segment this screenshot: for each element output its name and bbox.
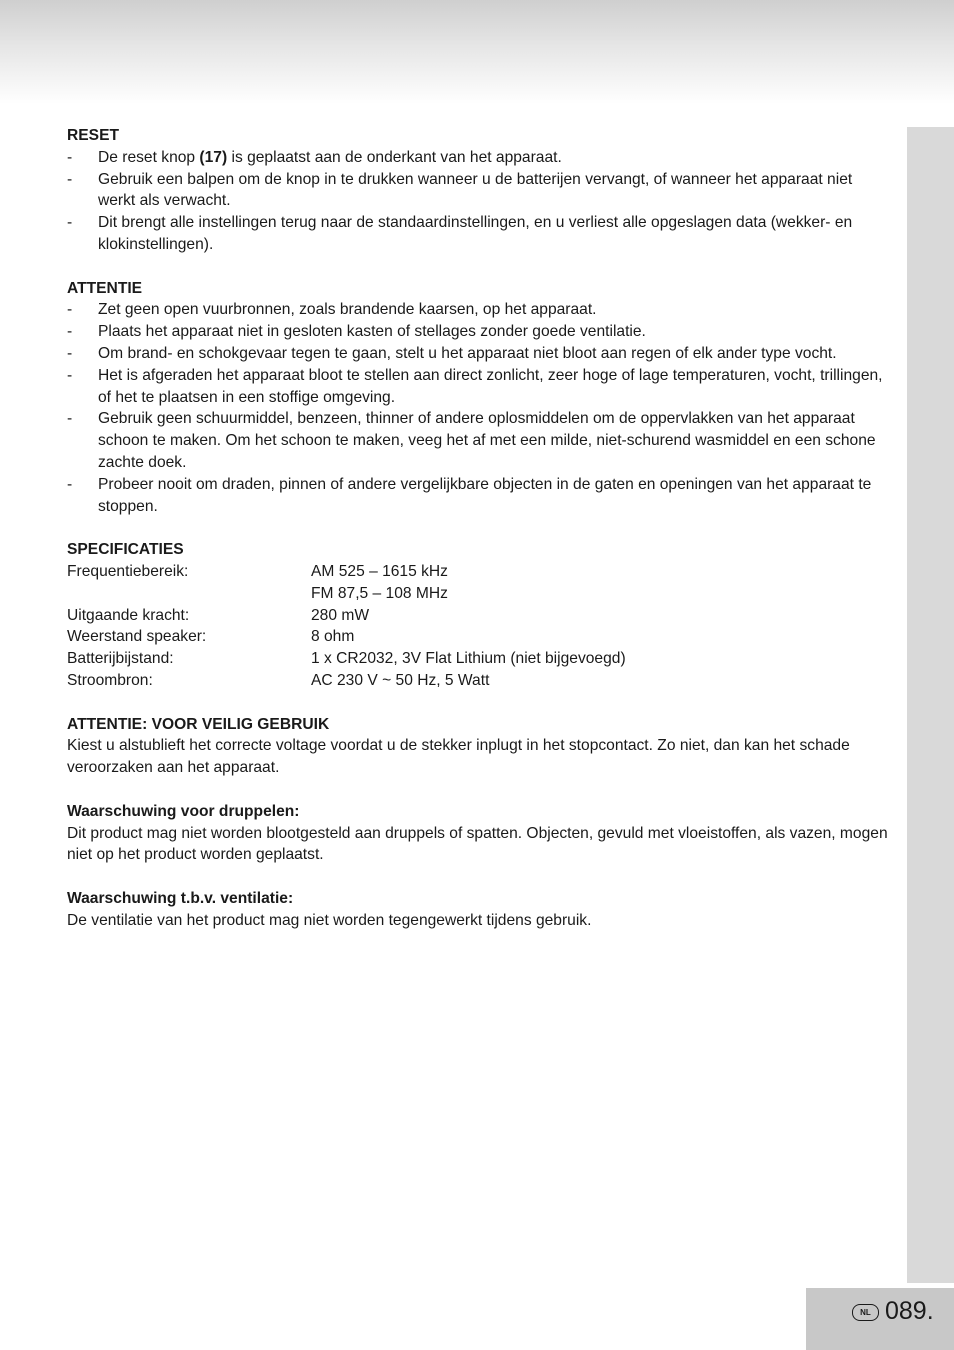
spec-label: Frequentiebereik: [67, 562, 189, 580]
attentie-section [67, 278, 891, 518]
spec-label: Stroombron: [67, 671, 153, 689]
reset-heading: RESET [67, 127, 119, 144]
druppelen-section [67, 801, 891, 866]
reset-list [67, 147, 891, 256]
spec-value: 280 mW [311, 606, 370, 624]
reference-number: (17) [199, 148, 228, 166]
spec-row [67, 626, 891, 648]
attentie-heading: ATTENTIE [67, 279, 143, 297]
attentie-list [67, 299, 891, 517]
page-content [67, 125, 891, 953]
spec-row [67, 605, 891, 627]
spec-value: 8 ohm [311, 628, 355, 646]
spec-row [67, 648, 891, 670]
page-number: 089. [885, 1297, 934, 1325]
veilig-heading: ATTENTIE: VOOR VEILIG GEBRUIK [67, 715, 330, 733]
spec-label [67, 583, 311, 605]
list-item: - Zet geen open vuurbronnen, zoals brandende kaarsen, op het apparaat. [67, 299, 891, 321]
spec-value: AC 230 V ~ 50 Hz, 5 Watt [311, 671, 490, 689]
ventilatie-heading: Waarschuwing t.b.v. ventilatie: [67, 889, 294, 907]
specificaties-section [67, 539, 891, 692]
header-band [0, 0, 954, 104]
druppelen-heading: Waarschuwing voor druppelen: [67, 802, 300, 820]
list-item: - Om brand- en schokgevaar tegen te gaan, stelt u het apparaat niet bloot aan regen of elk ander type vocht. [67, 343, 891, 365]
specificaties-heading: SPECIFICATIES [67, 541, 184, 559]
spec-value: FM 87,5 – 108 MHz [311, 584, 448, 602]
ventilatie-section [67, 888, 891, 932]
spec-row [67, 583, 891, 605]
language-badge: NL [852, 1304, 879, 1321]
spec-label: Uitgaande kracht: [67, 606, 190, 624]
list-item: - Gebruik geen schuurmiddel, benzeen, thinner of andere oplosmiddelen om de oppervlakken van het apparaat schoon te maken. Om het schoon te maken, veeg het af met een milde, niet-schurend wasmiddel en een schone zachte doek. [67, 408, 891, 473]
veilig-section [67, 714, 891, 779]
reset-section [67, 125, 891, 256]
ventilatie-text: De ventilatie van het product mag niet worden tegengewerkt tijdens gebruik. [67, 911, 592, 929]
list-item: - Probeer nooit om draden, pinnen of andere vergelijkbare objecten in de gaten en openingen van het apparaat te stoppen. [67, 474, 891, 518]
spec-label: Weerstand speaker: [67, 628, 207, 646]
druppelen-text: Dit product mag niet worden blootgesteld aan druppels of spatten. Objecten, gevuld met vloeistoffen, als vazen, mogen niet op het product worden geplaatst. [67, 824, 888, 864]
list-item: - De reset knop (17) is geplaatst aan de onderkant van het apparaat. [67, 147, 891, 169]
list-item: - Gebruik een balpen om de knop in te drukken wanneer u de batterijen vervangt, of wanneer het apparaat niet werkt als verwacht. [67, 169, 891, 213]
spec-row [67, 670, 891, 692]
list-item: - Plaats het apparaat niet in gesloten kasten of stellages zonder goede ventilatie. [67, 321, 891, 343]
spec-value: AM 525 – 1615 kHz [311, 562, 448, 580]
list-item: - Het is afgeraden het apparaat bloot te stellen aan direct zonlicht, zeer hoge of lage temperaturen, vocht, trillingen, of het te plaatsen in een stoffige omgeving. [67, 365, 891, 409]
veilig-text: Kiest u alstublieft het correcte voltage voordat u de stekker inplugt in het stopcontact. Zo niet, dan kan het schade veroorzaken aan het apparaat. [67, 737, 850, 777]
spec-row [67, 561, 891, 583]
spec-value: 1 x CR2032, 3V Flat Lithium (niet bijgevoegd) [311, 650, 626, 668]
side-tab [907, 127, 954, 1283]
spec-label: Batterijbijstand: [67, 650, 174, 668]
list-item: - Dit brengt alle instellingen terug naar de standaardinstellingen, en u verliest alle opgeslagen data (wekker- en klokinstellingen). [67, 212, 891, 256]
